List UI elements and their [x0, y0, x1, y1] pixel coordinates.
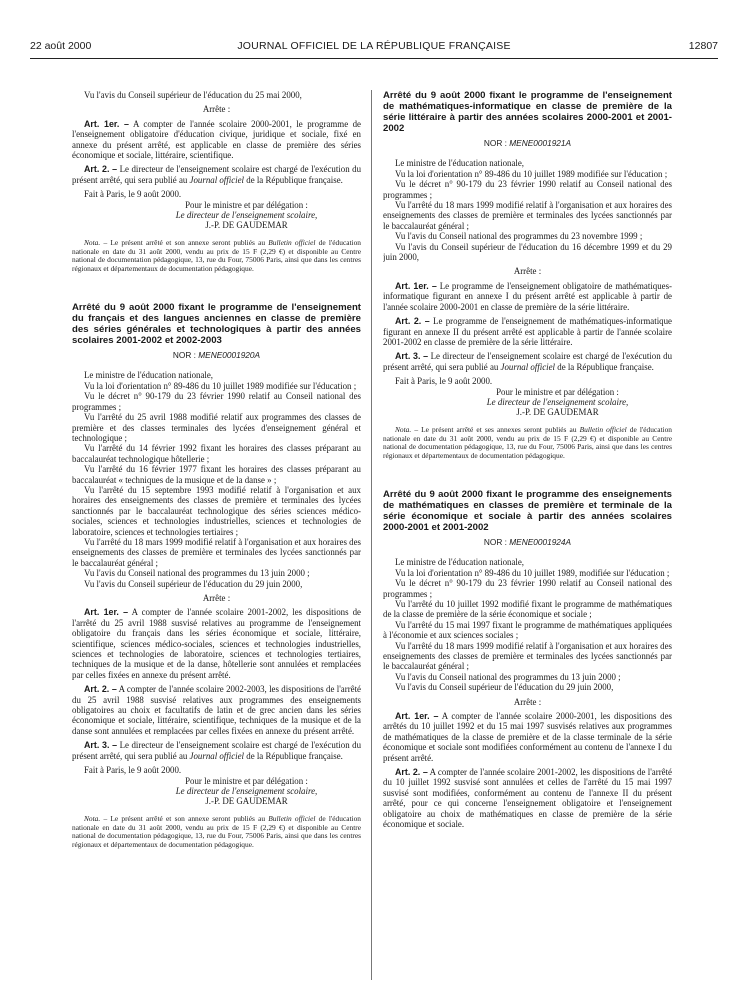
article-text: Le programme de l'enseignement de mathématiques-informatique figurant en annexe II du présent arrêté est applicable à partir de l'année scolaire 2001-2002 en classe de première de la série littéraire. [383, 316, 672, 347]
nota-text: de l'éducation nationale en date du 31 août 2000, vendu au prix de 15 F (2,29 €) et disponible au Centre national de documentation pédagogique, 13, rue du Four, 75006 Paris, ainsi que dans les centres régionaux et départementaux de documentation pédagogique. [383, 424, 672, 461]
article-label: Art. 1er. – [84, 607, 129, 618]
nor-code: MENE0001921A [509, 138, 572, 148]
signature-title: Le directeur de l'enseignement scolaire, [175, 210, 318, 221]
arrete-heading: Arrête : [202, 104, 231, 115]
visa-item: Vu l'avis du Conseil supérieur de l'éducation du 29 juin 2000, [395, 682, 614, 693]
visa-item: Le ministre de l'éducation nationale, [395, 158, 525, 169]
article-label: Art. 3. – [395, 351, 429, 362]
decree-title: Arrêté du 9 août 2000 fixant le programme de l'enseignement de mathématiques-informatique en classe de première de la série littéraire à partir des années scolaires 2000-2001 et 2001-2002 [383, 90, 672, 134]
page-number: 12807 [688, 40, 718, 52]
article-label: Art. 1er. – [395, 711, 439, 722]
nota-label: Nota. – [395, 424, 419, 434]
arrete-heading: Arrête : [513, 266, 542, 277]
visa-item: Vu l'arrêté du 18 mars 1999 modifié relatif à l'organisation et aux horaires des enseignements des classes de première et terminales des lycées sanctionnés par le baccalauréat général ; [72, 536, 361, 568]
article-3 [72, 740, 361, 761]
article-text: Le directeur de l'enseignement scolaire est chargé de l'exécution du présent arrêté, qui sera publié au [72, 740, 361, 761]
nor-code: MENE0001920A [198, 350, 261, 361]
nota-text: Le présent arrêté et son annexe seront publiés au [107, 237, 269, 247]
nota-note [72, 815, 361, 850]
article-text: A compter de l'année scolaire 2001-2002, les dispositions de l'arrêté du 10 juillet 1992 susvisé sont annulées et celles de l'arrêté du 15 mai 1997 susvisé sont modifiées, conformément au contenu de l'annexe II du présent arrêté, pour ce qui concerne l'enseignement obligatoire et l'enseignement obligatoire au choix de mathématiques en classe de première de la série économique et sociale. [383, 767, 672, 830]
right-column [383, 90, 672, 980]
article-text: de la République française. [555, 361, 654, 372]
signature-title: Le directeur de l'enseignement scolaire, [486, 396, 629, 407]
article-text: Le directeur de l'enseignement scolaire est chargé de l'exécution du présent arrêté, qui sera publié au [72, 164, 361, 185]
nota-text: de l'éducation nationale en date du 31 août 2000, vendu au prix de 15 F (2,29 €) et disponible au Centre national de documentation pédagogique, 13, rue du Four, 75006 Paris, ainsi que dans les centres régionaux et départementaux de documentation pédagogique. [72, 813, 361, 850]
header-date: 22 août 2000 [30, 40, 92, 52]
article-2 [383, 767, 672, 829]
nor-reference [383, 138, 672, 148]
article-text: de la République française. [244, 174, 343, 185]
journal-reference: Journal officiel [500, 361, 556, 372]
nota-note [383, 426, 672, 461]
nor-label: NOR : [483, 536, 510, 547]
visa-item: Le ministre de l'éducation nationale, [84, 370, 214, 381]
fait-line: Fait à Paris, le 9 août 2000. [395, 376, 493, 387]
arrete-heading: Arrête : [513, 696, 542, 707]
visa-item: Vu l'arrêté du 10 juillet 1992 modifié fixant le programme de mathématiques de la classe de première de la série économique et sociale ; [383, 598, 672, 620]
visa-text: Vu l'avis du Conseil supérieur de l'éducation du 25 mai 2000, [84, 90, 302, 100]
nota-text: de l'éducation nationale en date du 31 août 2000, vendu au prix de 15 F (2,29 €) et disponible au Centre national de documentation pédagogique, 13, rue du Four, 75006 Paris, ainsi que dans les centres régionaux et départementaux de documentation pédagogique. [72, 237, 361, 274]
signature-line: Pour le ministre et par délégation : [185, 775, 308, 786]
article-text: A compter de l'année scolaire 2000-2001, le programme de l'enseignement obligatoire d'éducation civique, juridique et sociale, fixé en annexe du présent arrêté, est applicable en classe de première des séries économique et sociale, littéraire, scientifique. [72, 118, 361, 161]
left-column [72, 90, 361, 980]
article-label: Art. 2. – [395, 767, 428, 778]
page-header [30, 40, 718, 56]
signature-name: J.-P. DE GAUDEMAR [205, 796, 288, 807]
article-label: Art. 2. – [395, 316, 430, 327]
visa-item: Vu l'arrêté du 16 février 1977 fixant les horaires des classes préparant au baccalauréat « techniques de la musique et de la danse » ; [72, 464, 361, 485]
article-1 [383, 281, 672, 312]
visa-item: Vu la loi d'orientation n° 89-486 du 10 juillet 1989, modifiée sur l'éducation ; [395, 567, 670, 578]
visa-item: Vu l'arrêté du 18 mars 1999 modifié relatif à l'organisation et aux horaires des enseignements des classes de première et terminales des lycées sanctionnés par le baccalauréat général ; [383, 640, 672, 672]
article-text: Le directeur de l'enseignement scolaire est chargé de l'exécution du présent arrêté, qui sera publié au [383, 351, 672, 372]
article-2 [72, 684, 361, 736]
visa-item: Vu l'avis du Conseil supérieur de l'éducation du 29 juin 2000, [84, 578, 303, 589]
header-rule [30, 58, 718, 59]
journal-reference: Journal officiel [189, 750, 245, 761]
bulletin-reference: Bulletin officiel [268, 237, 316, 247]
nor-label: NOR : [483, 138, 510, 148]
journal-reference: Journal officiel [189, 174, 245, 185]
visa-item: Le ministre de l'éducation nationale, [395, 557, 525, 568]
article-1 [72, 119, 361, 161]
bulletin-reference: Bulletin officiel [268, 813, 316, 823]
decree-title: Arrêté du 9 août 2000 fixant le programme de l'enseignement du français et des langues anciennes en classe de première des séries générales et technologiques à partir des années scolaires 2001-2002 et 2002-2003 [72, 302, 361, 347]
article-1 [383, 711, 672, 763]
article-label: Art. 3. – [84, 740, 118, 751]
signature-line: Pour le ministre et par délégation : [496, 386, 619, 397]
visa-item: Vu le décret n° 90-179 du 23 février 1990 relatif au Conseil national des programmes ; [72, 391, 361, 412]
visa-item: Vu le décret n° 90-179 du 23 février 1990 relatif au Conseil national des programmes ; [383, 179, 672, 200]
article-label: Art. 2. – [84, 684, 117, 695]
bulletin-reference: Bulletin officiel [579, 424, 627, 434]
signature-title: Le directeur de l'enseignement scolaire, [175, 785, 318, 796]
nota-text: Le présent arrêté et son annexe seront publiés au [107, 813, 269, 823]
visa-item: Vu l'avis du Conseil supérieur de l'éducation du 16 décembre 1999 et du 29 juin 2000, [383, 241, 672, 263]
fait-line: Fait à Paris, le 9 août 2000. [84, 765, 182, 776]
nor-reference [383, 537, 672, 547]
arrete-heading: Arrête : [202, 593, 231, 603]
nor-reference [72, 350, 361, 360]
article-label: Art. 1er. – [395, 280, 437, 291]
fait-line: Fait à Paris, le 9 août 2000. [84, 189, 182, 200]
visa-item: Vu l'arrêté du 18 mars 1999 modifié relatif à l'organisation et aux horaires des enseignements des classes de première et terminales des lycées sanctionnés par le baccalauréat général ; [383, 200, 672, 231]
visa-item: Vu l'arrêté du 25 avril 1988 modifié relatif aux programmes des classes de première et des classes terminales des lycées d'enseignement général et technologique ; [72, 412, 361, 443]
visa-item: Vu le décret n° 90-179 du 23 février 1990 relatif au Conseil national des programmes ; [383, 578, 672, 599]
visa-item: Vu l'avis du Conseil national des programmes du 13 juin 2000 ; [395, 671, 621, 682]
nota-note [72, 239, 361, 274]
visa-item: Vu la loi d'orientation n° 89-486 du 10 juillet 1989 modifiée sur l'éducation ; [84, 380, 357, 391]
article-2 [383, 316, 672, 347]
article-label: Art. 2. – [84, 164, 118, 175]
article-text: A compter de l'année scolaire 2001-2002, les dispositions de l'arrêté du 25 avril 1988 susvisé relatives au programme de l'enseignement obligatoire du français dans les séries économique et sociale, littéraire, scientifique, sciences médico-sociales, sciences et technologies industrielles, sciences et technologies de laboratoire, sciences et technologies tertiaires, techniques de la musique et de la danse, hôtellerie sont annulées et remplacées par celles fixées en annexe du présent arrêté. [72, 607, 361, 680]
visa-item: Vu l'arrêté du 14 février 1992 fixant les horaires des classes préparant au baccalauréat technologique hôtellerie ; [72, 443, 361, 464]
journal-title: JOURNAL OFFICIEL DE LA RÉPUBLIQUE FRANÇAISE [237, 40, 511, 52]
article-3 [383, 351, 672, 372]
nota-label: Nota. – [84, 237, 108, 247]
visa-item: Vu l'arrêté du 15 septembre 1993 modifié relatif à l'organisation et aux horaires des enseignements des classes de première et terminales des lycées sanctionnés par le baccalauréat technologique des séries sciences médico-sociales, sciences et technologies industrielles, sciences et technologies de laboratoire, sciences et technologies tertiaires ; [72, 484, 361, 537]
nor-label: NOR : [172, 350, 199, 361]
signature-name: J.-P. DE GAUDEMAR [205, 220, 288, 231]
signature-line: Pour le ministre et par délégation : [185, 199, 308, 210]
article-1 [72, 607, 361, 680]
article-text: A compter de l'année scolaire 2002-2003, les dispositions de l'arrêté du 25 avril 1988 susvisé relatives aux programmes des enseignements obligatoires au choix et facultatifs de latin et de grec ancien dans les séries économique et sociale, littéraire, scientifique, techniques de la musique et de la danse sont annulées et remplacées par celles fixées en annexe du présent arrêté. [72, 684, 361, 736]
visa-item: Vu l'arrêté du 15 mai 1997 fixant le programme de mathématiques appliquées à l'économie et aux sciences sociales ; [383, 619, 672, 641]
decree-title: Arrêté du 9 août 2000 fixant le programme des enseignements de mathématiques en classes de première et terminale de la série économique et sociale à partir des années scolaires 2000-2001 et 2001-2002 [383, 488, 672, 533]
article-text: de la République française. [244, 750, 343, 761]
column-divider [371, 90, 372, 980]
nota-text: Le présent arrêté et ses annexes seront publiés au [418, 424, 580, 434]
article-text: A compter de l'année scolaire 2000-2001, les dispositions des arrêtés du 10 juillet 1992 et du 15 mai 1997 susvisés relatives aux programmes de mathématiques de la classe de première et de la classe terminale de la série économique et sociale sont modifiées conformément au contenu de l'annexe I du présent arrêté. [383, 711, 672, 763]
visa-item: Vu l'avis du Conseil national des programmes du 13 juin 2000 ; [84, 568, 310, 579]
article-2 [72, 164, 361, 185]
nor-code: MENE0001924A [509, 536, 572, 547]
signature-name: J.-P. DE GAUDEMAR [516, 407, 599, 418]
article-label: Art. 1er. – [84, 118, 129, 129]
visa-item: Vu la loi d'orientation n° 89-486 du 10 juillet 1989 modifiée sur l'éducation ; [395, 168, 668, 179]
article-text: Le programme de l'enseignement obligatoire de mathématiques-informatique figurant en annexe I du présent arrêté est applicable à partir de l'année scolaire 2000-2001 en classe de première de la série littéraire. [383, 280, 672, 312]
nota-label: Nota. – [84, 813, 108, 823]
visa-item: Vu l'avis du Conseil national des programmes du 23 novembre 1999 ; [395, 231, 643, 242]
